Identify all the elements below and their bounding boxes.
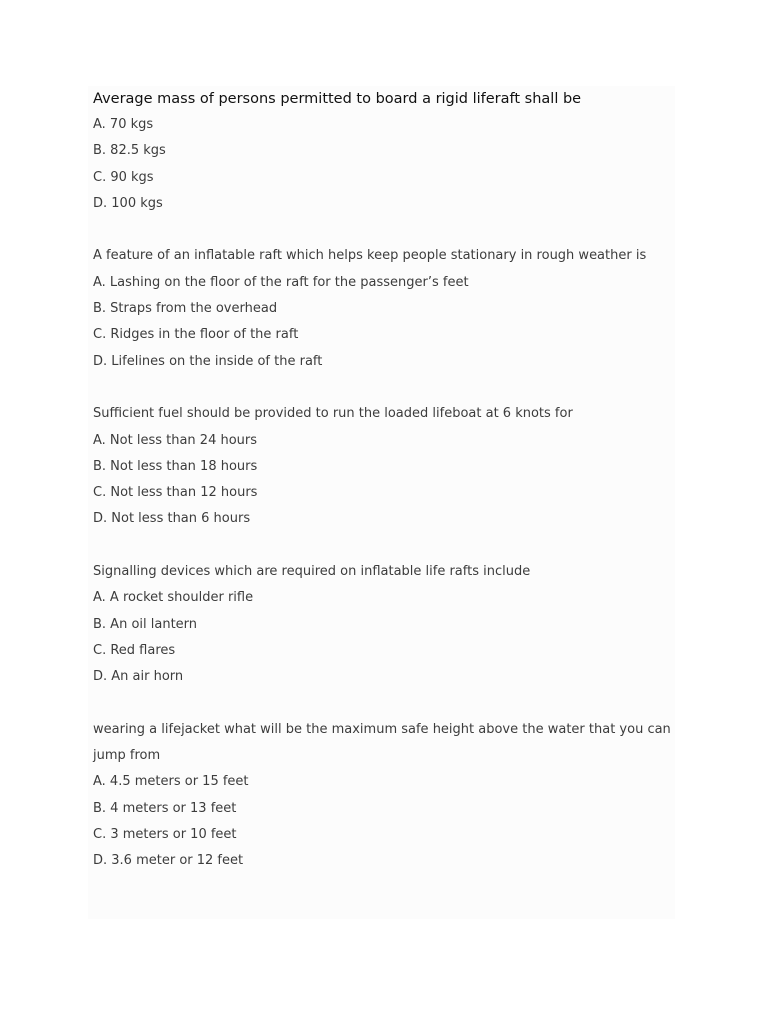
option-1b: B. 82.5 kgs [93,143,166,159]
question-text-3: Sufficient fuel should be provided to run the loaded lifeboat at 6 knots for [93,406,573,422]
question-block-5 [93,717,671,875]
option-2c: C. Ridges in the floor of the raft [93,327,299,343]
option-3a: A. Not less than 24 hours [93,432,258,448]
option-3b: B. Not less than 18 hours [93,458,258,474]
question-text-2: A feature of an inflatable raft which helps keep people stationary in rough weather is [93,248,647,264]
option-2a: A. Lashing on the floor of the raft for the passenger’s feet [93,274,469,290]
option-5c: C. 3 meters or 10 feet [93,827,237,843]
option-1a: A. 70 kgs [93,117,154,132]
question-text-1: Average mass of persons permitted to board a rigid liferaft shall be [93,91,582,107]
option-4d: D. An air horn [93,669,184,685]
option-1d: D. 100 kgs [93,195,163,211]
question-text-4: Signalling devices which are required on inflatable life rafts include [93,564,531,580]
question-block-3 [93,401,668,532]
question-text-5-line-1: wearing a lifejacket what will be the maximum safe height above the water that you can [93,721,671,737]
option-4c: C. Red flares [93,642,176,658]
option-2b: B. Straps from the overhead [93,301,278,317]
option-4a: A. A rocket shoulder rifle [93,590,254,606]
option-5b: B. 4 meters or 13 feet [93,800,237,816]
option-5d: D. 3.6 meter or 12 feet [93,853,244,869]
question-text-5-line-2: jump from [93,748,161,764]
quiz-content [93,86,671,875]
question-block-2 [93,243,668,374]
option-2d: D. Lifelines on the inside of the raft [93,353,323,369]
option-5a: A. 4.5 meters or 15 feet [93,774,249,790]
option-4b: B. An oil lantern [93,616,198,632]
option-3c: C. Not less than 12 hours [93,485,258,501]
question-block-1 [93,86,668,217]
question-block-4 [93,559,668,690]
option-1c: C. 90 kgs [93,169,154,185]
option-3d: D. Not less than 6 hours [93,511,251,527]
